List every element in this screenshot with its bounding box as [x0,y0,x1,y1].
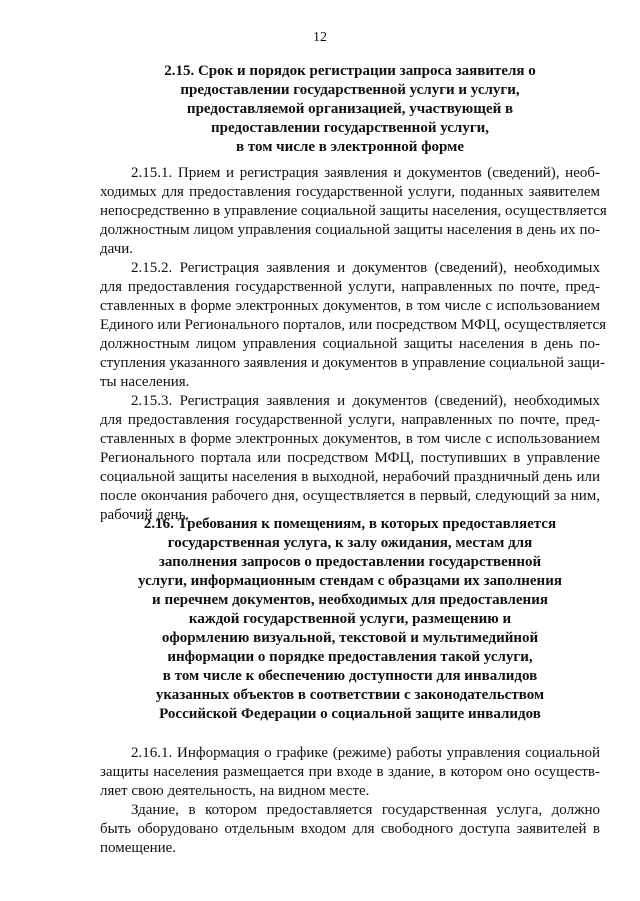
paragraph-line: Единого или Регионального порталов, или посредством МФЦ, осуществляется [100,317,607,333]
section-title-line: предоставляемой организацией, участвующей в [186,101,514,117]
paragraph-2-16-1 [100,744,600,801]
paragraph-2-15-1 [100,164,607,259]
section-title-line: 2.16. Требования к помещениям, в которых предоставляется [143,516,557,532]
section-title-line: услуги, информационным стендам с образцами их заполнения [138,573,562,589]
paragraph-line: должностным лицом управления социальной защиты населения в день по- [100,336,600,352]
paragraph-line: защиты населения размещается при входе в здание, в котором оно осуществ- [100,764,600,780]
page-number: 12 [313,30,327,45]
paragraph-line: ты населения. [100,374,190,390]
paragraph-line: ставленных в форме электронных документов, в том числе с использованием [100,298,600,314]
section-title-line: в том числе к обеспечению доступности для инвалидов [162,668,538,684]
paragraph-line: 2.15.3. Регистрация заявления и документов (сведений), необходимых [131,393,600,409]
paragraph-line: для предоставления государственной услуги, направленных по почте, пред- [100,412,600,428]
paragraph-line: социальной защиты населения в выходной, нерабочий праздничный день или [100,469,600,485]
paragraph-line: Регионального портала или посредством МФЦ, поступивших в управление [100,450,600,466]
section-title-line: 2.15. Срок и порядок регистрации запроса заявителя о [164,63,536,79]
paragraph-line: Здание, в котором предоставляется государственная услуга, должно [131,802,600,818]
paragraph-line: должностным лицом управления социальной защиты населения в день их по- [100,222,600,238]
paragraph-line: ходимых для предоставления государственной услуги, поданных заявителем [100,184,600,200]
paragraph-line: дачи. [100,241,134,257]
section-title-line: предоставлении государственной услуги и услуги, [180,82,520,98]
paragraph-line: быть оборудовано отдельным входом для свободного доступа заявителей в [100,821,600,837]
paragraph-line: 2.15.1. Прием и регистрация заявления и документов (сведений), необ- [131,165,600,181]
paragraph-line: 2.15.2. Регистрация заявления и документов (сведений), необходимых [131,260,600,276]
paragraph-line: для предоставления государственной услуги, направленных по почте, пред- [100,279,600,295]
section-title-line: указанных объектов в соответствии с законодательством [155,687,545,703]
section-title-line: каждой государственной услуги, размещению и [188,611,512,627]
section-title-line: заполнения запросов о предоставлении государственной [158,554,542,570]
paragraph-building-entrance [100,801,600,858]
paragraph-line: 2.16.1. Информация о графике (режиме) работы управления социальной [131,745,600,761]
paragraph-line: ляет свою деятельность, на видном месте. [100,783,370,799]
paragraph-2-15-3 [100,392,600,525]
section-title-line: Российской Федерации о социальной защите инвалидов [159,706,541,722]
section-title-line: информации о порядке предоставления такой услуги, [167,649,533,665]
paragraph-line: непосредственно в управление социальной защиты населения, осуществляется [100,203,607,219]
paragraph-line: помещение. [100,840,177,856]
section-title-line: оформлению визуальной, текстовой и мультимедийной [161,630,539,646]
section-title-line: государственная услуга, к залу ожидания, местам для [167,535,533,551]
section-title-line: и перечнем документов, необходимых для предоставления [152,592,548,608]
paragraph-line: ставленных в форме электронных документов, в том числе с использованием [100,431,600,447]
section-title-2-15 [100,62,600,157]
paragraph-line: ступления указанного заявления и документов в управление социальной защи- [100,355,605,371]
section-title-line: в том числе в электронной форме [235,139,464,155]
section-title-line: предоставлении государственной услуги, [210,120,490,136]
section-title-2-16 [100,515,600,724]
paragraph-2-15-2 [100,259,607,392]
paragraph-line: после окончания рабочего дня, осуществляется в первый, следующий за ним, [100,488,600,504]
paragraph-line: рабочий день. [100,507,190,523]
